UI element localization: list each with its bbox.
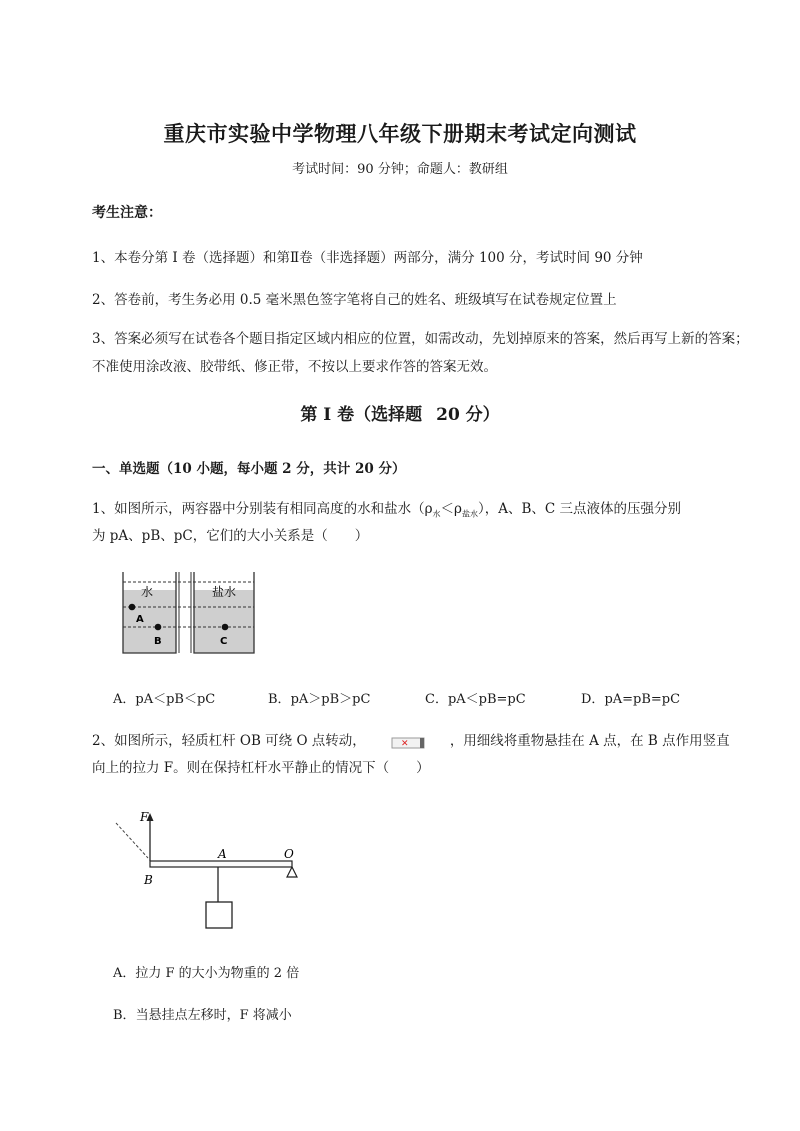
q2-text-b: ，用细线将重物悬挂在 A 点，在 B 点作用竖直 bbox=[449, 733, 730, 749]
q1-option-b[interactable] bbox=[268, 688, 370, 707]
option-letter: C． bbox=[425, 692, 448, 707]
saltwater-label: 盐水 bbox=[212, 585, 237, 599]
svg-text:✕: ✕ bbox=[400, 738, 409, 749]
point-a-dot bbox=[129, 604, 136, 611]
notice-item-2: 2、答卷前，考生务必用 0.5 毫米黑色签字笔将自己的姓名、班级填写在试卷规定位置上 bbox=[92, 292, 617, 308]
option-text: pA=pB=pC bbox=[604, 692, 681, 707]
q1-text-a: 1、如图所示，两容器中分别装有相同高度的水和盐水（ρ bbox=[92, 501, 433, 517]
option-letter: D． bbox=[581, 692, 605, 707]
question-1-line-1 bbox=[92, 497, 681, 520]
q1-option-c[interactable] bbox=[425, 688, 526, 707]
page-title: 重庆市实验中学物理八年级下册期末考试定向测试 bbox=[163, 121, 637, 146]
q1-option-d[interactable] bbox=[581, 688, 680, 707]
option-letter: B． bbox=[113, 1008, 136, 1023]
exam-info: 考试时间：90 分钟；命题人：教研组 bbox=[292, 162, 508, 177]
option-text: 拉力 F 的大小为物重的 2 倍 bbox=[135, 966, 300, 981]
option-text: pA＞pB＞pC bbox=[290, 692, 371, 707]
label-o: O bbox=[284, 847, 294, 861]
q1-text-c: ），A、B、C 三点液体的压强分别 bbox=[477, 501, 682, 517]
point-a-label: A bbox=[136, 614, 144, 625]
question-2-line-2: 向上的拉力 F。则在保持杠杆水平静止的情况下（ ） bbox=[92, 760, 430, 776]
q1-sub-salt: 盐水 bbox=[461, 509, 478, 519]
option-text: pA＜pB＜pC bbox=[135, 692, 216, 707]
point-b-label: B bbox=[154, 636, 162, 647]
q2-lever-figure bbox=[112, 806, 308, 936]
water-label: 水 bbox=[141, 585, 154, 599]
water-fill bbox=[123, 590, 176, 653]
q1-option-a[interactable] bbox=[113, 688, 215, 707]
option-text: 当悬挂点左移时，F 将减小 bbox=[135, 1008, 292, 1023]
option-text: pA＜pB=pC bbox=[447, 692, 526, 707]
notice-heading: 考生注意： bbox=[92, 205, 162, 221]
option-letter: A． bbox=[113, 966, 136, 981]
option-letter: B． bbox=[268, 692, 291, 707]
label-a: A bbox=[218, 847, 227, 861]
label-b: B bbox=[144, 873, 153, 887]
q1-text-b: ＜ρ bbox=[440, 501, 462, 517]
q2-option-a[interactable] bbox=[113, 962, 299, 981]
lever-bar bbox=[150, 861, 292, 867]
pivot-fulcrum bbox=[287, 867, 297, 877]
question-2-line-1 bbox=[92, 729, 730, 749]
part-heading: 一、单选题（10 小题，每小题 2 分，共计 20 分） bbox=[92, 461, 406, 477]
point-c-label: C bbox=[220, 636, 228, 647]
section-title-text: 第 I 卷（选择题 bbox=[300, 405, 423, 425]
q1-container-figure bbox=[118, 570, 264, 656]
q2-text-a: 2、如图所示，轻质杠杆 OB 可绕 O 点转动， bbox=[92, 733, 366, 749]
section-score: 20 分） bbox=[436, 405, 500, 425]
label-f: F bbox=[140, 810, 149, 824]
hanging-weight bbox=[206, 902, 232, 928]
dashed-rope bbox=[116, 823, 148, 858]
question-1-line-2: 为 pA、pB、pC，它们的大小关系是（ ） bbox=[92, 528, 369, 544]
section-title bbox=[0, 400, 800, 425]
notice-item-3: 3、答案必须写在试卷各个题目指定区域内相应的位置，如需改动，先划掉原来的答案，然后再写上新的答案；不准使用涂改液、胶带纸、修正带，不按以上要求作答的答案无效。 bbox=[92, 331, 749, 375]
notice-item-1: 1、本卷分第 I 卷（选择题）和第Ⅱ卷（非选择题）两部分，满分 100 分，考试时间 90 分钟 bbox=[92, 250, 643, 266]
q1-sub-water: 水 bbox=[432, 509, 441, 519]
point-c-dot bbox=[222, 624, 229, 631]
q2-option-b[interactable] bbox=[113, 1004, 292, 1023]
inline-image-icon bbox=[368, 735, 448, 749]
option-letter: A． bbox=[113, 692, 136, 707]
point-b-dot bbox=[155, 624, 162, 631]
